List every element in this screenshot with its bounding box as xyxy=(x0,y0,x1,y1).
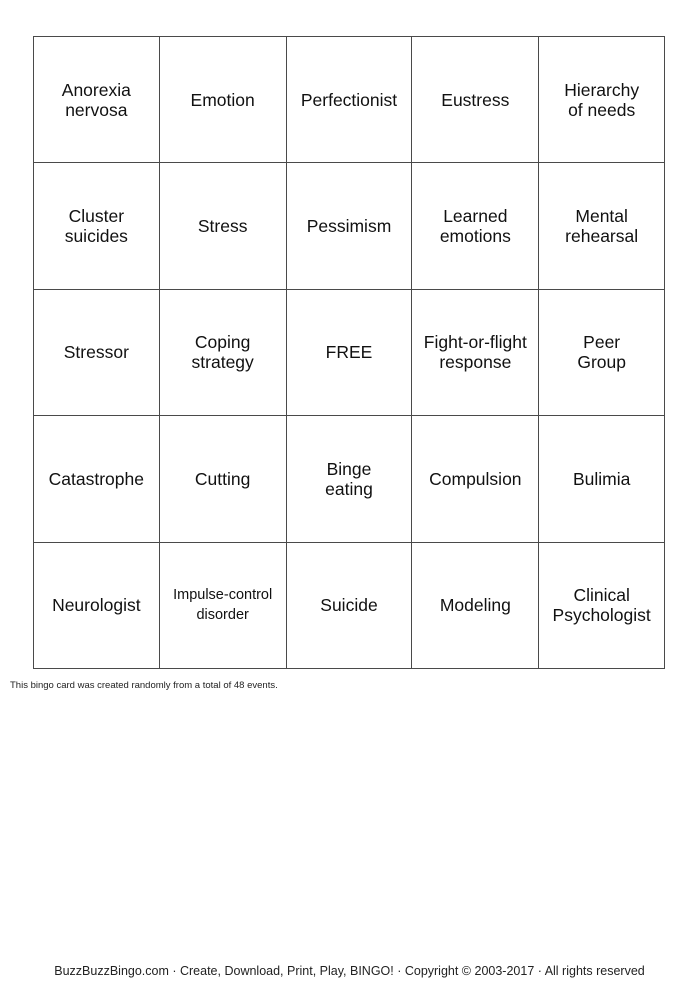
bingo-cell xyxy=(287,163,413,289)
bingo-card-grid xyxy=(33,36,665,669)
cell-text: Modeling xyxy=(439,595,511,616)
cell-text: Perfectionist xyxy=(300,89,398,110)
cell-text: Stressor xyxy=(63,342,129,363)
bingo-cell xyxy=(34,290,160,416)
bingo-cell xyxy=(539,290,665,416)
bingo-cell xyxy=(160,543,287,669)
bingo-cell xyxy=(539,416,665,542)
generation-note: This bingo card was created randomly from a total of 48 events. xyxy=(10,680,278,691)
bingo-cell xyxy=(34,416,160,542)
cell-text: Neurologist xyxy=(52,595,141,616)
bingo-cell xyxy=(412,416,539,542)
cell-text: Bulimia xyxy=(572,468,631,489)
bingo-cell xyxy=(539,543,665,669)
bingo-cell xyxy=(34,163,160,289)
cell-text: Peer Group xyxy=(577,332,626,373)
cell-text: Cluster suicides xyxy=(64,206,128,247)
bingo-cell xyxy=(287,37,413,163)
cell-text: Learned emotions xyxy=(439,206,511,247)
bingo-cell xyxy=(160,163,287,289)
free-space-cell xyxy=(287,290,413,416)
cell-text: Coping strategy xyxy=(191,332,254,373)
bingo-cell xyxy=(34,543,160,669)
bingo-cell xyxy=(160,37,287,163)
bingo-cell xyxy=(160,290,287,416)
cell-text: Suicide xyxy=(320,595,378,616)
cell-text: Binge eating xyxy=(325,458,373,499)
cell-text: Impulse-control disorder xyxy=(173,587,273,624)
cell-text: Stress xyxy=(197,216,248,237)
bingo-cell xyxy=(412,163,539,289)
cell-text: Clinical Psychologist xyxy=(552,585,651,626)
bingo-cell xyxy=(412,290,539,416)
bingo-cell xyxy=(287,416,413,542)
cell-text: Cutting xyxy=(194,468,251,489)
cell-text: Anorexia nervosa xyxy=(61,79,131,120)
free-space-text: FREE xyxy=(325,342,373,363)
cell-text: Compulsion xyxy=(429,468,522,489)
bingo-cell xyxy=(160,416,287,542)
bingo-cell xyxy=(412,37,539,163)
cell-text: Mental rehearsal xyxy=(565,206,639,247)
cell-text: Emotion xyxy=(190,89,255,110)
bingo-cell xyxy=(539,37,665,163)
bingo-cell xyxy=(287,543,413,669)
cell-text: Eustress xyxy=(441,89,510,110)
cell-text: Hierarchy of needs xyxy=(564,79,640,120)
bingo-cell xyxy=(34,37,160,163)
bingo-cell xyxy=(412,543,539,669)
cell-text: Catastrophe xyxy=(48,468,144,489)
bingo-cell xyxy=(539,163,665,289)
cell-text: Fight-or-flight response xyxy=(423,332,527,373)
page-footer: BuzzBuzzBingo.com · Create, Download, Print, Play, BINGO! · Copyright © 2003-2017 · All rights reserved xyxy=(54,964,645,978)
cell-text: Pessimism xyxy=(306,216,392,237)
